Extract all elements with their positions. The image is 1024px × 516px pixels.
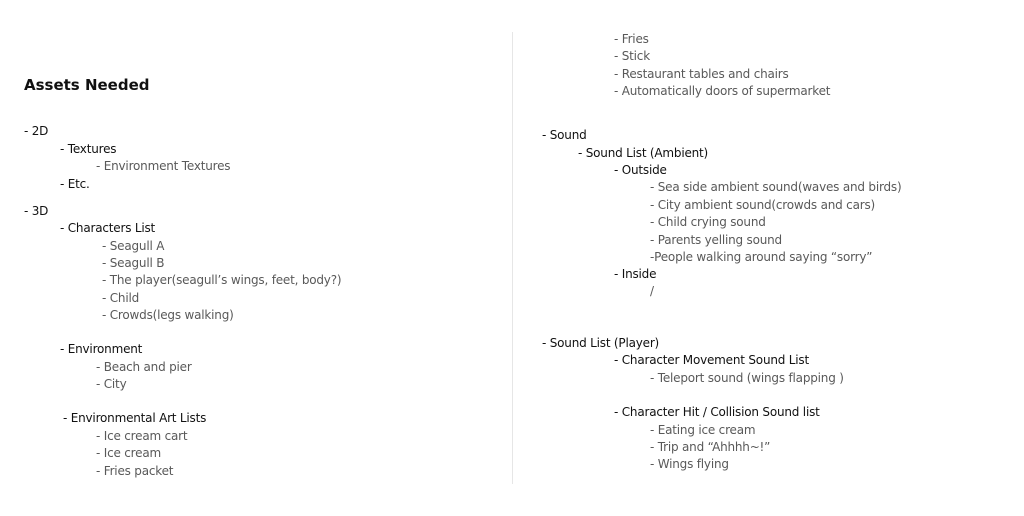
list-item-character-movement: - Character Movement Sound List — [614, 353, 809, 367]
list-item-beach-and-pier: - Beach and pier — [96, 360, 192, 374]
list-item-city: - City — [96, 377, 127, 391]
list-item-etc: - Etc. — [60, 177, 90, 191]
column-divider — [512, 32, 513, 484]
list-item-wings-flying: - Wings flying — [650, 457, 729, 471]
list-item-seagull-a: - Seagull A — [102, 239, 165, 253]
list-item-child: - Child — [102, 291, 140, 305]
list-item-fries-packet: - Fries packet — [96, 464, 174, 478]
list-item-crowds: - Crowds(legs walking) — [102, 308, 234, 322]
list-item-2d: - 2D — [24, 124, 49, 138]
list-item-character-hit: - Character Hit / Collision Sound list — [614, 405, 820, 419]
list-item-ice-cream: - Ice cream — [96, 446, 161, 460]
list-item-parents-yelling: - Parents yelling sound — [650, 233, 782, 247]
list-item-characters-list: - Characters List — [60, 221, 156, 235]
list-item-stick: - Stick — [614, 49, 650, 63]
list-item-trip: - Trip and “Ahhhh~!” — [650, 440, 771, 454]
list-item-sound-list-ambient: - Sound List (Ambient) — [578, 146, 709, 160]
list-item-textures: - Textures — [60, 142, 117, 156]
list-item-supermarket-doors: - Automatically doors of supermarket — [614, 84, 831, 98]
list-item-teleport-sound: - Teleport sound (wings flapping ) — [650, 371, 844, 385]
list-item-environment-textures: - Environment Textures — [96, 159, 231, 173]
list-item-inside-placeholder: / — [650, 284, 654, 298]
list-item-environmental-art-lists: - Environmental Art Lists — [63, 411, 207, 425]
list-item-the-player: - The player(seagull’s wings, feet, body?) — [102, 273, 342, 287]
list-item-seagull-b: - Seagull B — [102, 256, 165, 270]
list-item-eating-ice-cream: - Eating ice cream — [650, 423, 756, 437]
list-item-inside: - Inside — [614, 267, 657, 281]
list-item-sound: - Sound — [542, 128, 587, 142]
list-item-child-crying: - Child crying sound — [650, 215, 766, 229]
list-item-sound-list-player: - Sound List (Player) — [542, 336, 660, 350]
list-item-environment: - Environment — [60, 342, 143, 356]
list-item-3d: - 3D — [24, 204, 49, 218]
list-item-ice-cream-cart: - Ice cream cart — [96, 429, 188, 443]
list-item-people-walking: -People walking around saying “sorry” — [650, 250, 873, 264]
list-item-fries: - Fries — [614, 32, 649, 46]
list-item-restaurant-tables: - Restaurant tables and chairs — [614, 67, 789, 81]
list-item-city-ambient: - City ambient sound(crowds and cars) — [650, 198, 876, 212]
page-title: Assets Needed — [24, 76, 150, 94]
list-item-sea-side-ambient: - Sea side ambient sound(waves and birds) — [650, 180, 902, 194]
list-item-outside: - Outside — [614, 163, 667, 177]
